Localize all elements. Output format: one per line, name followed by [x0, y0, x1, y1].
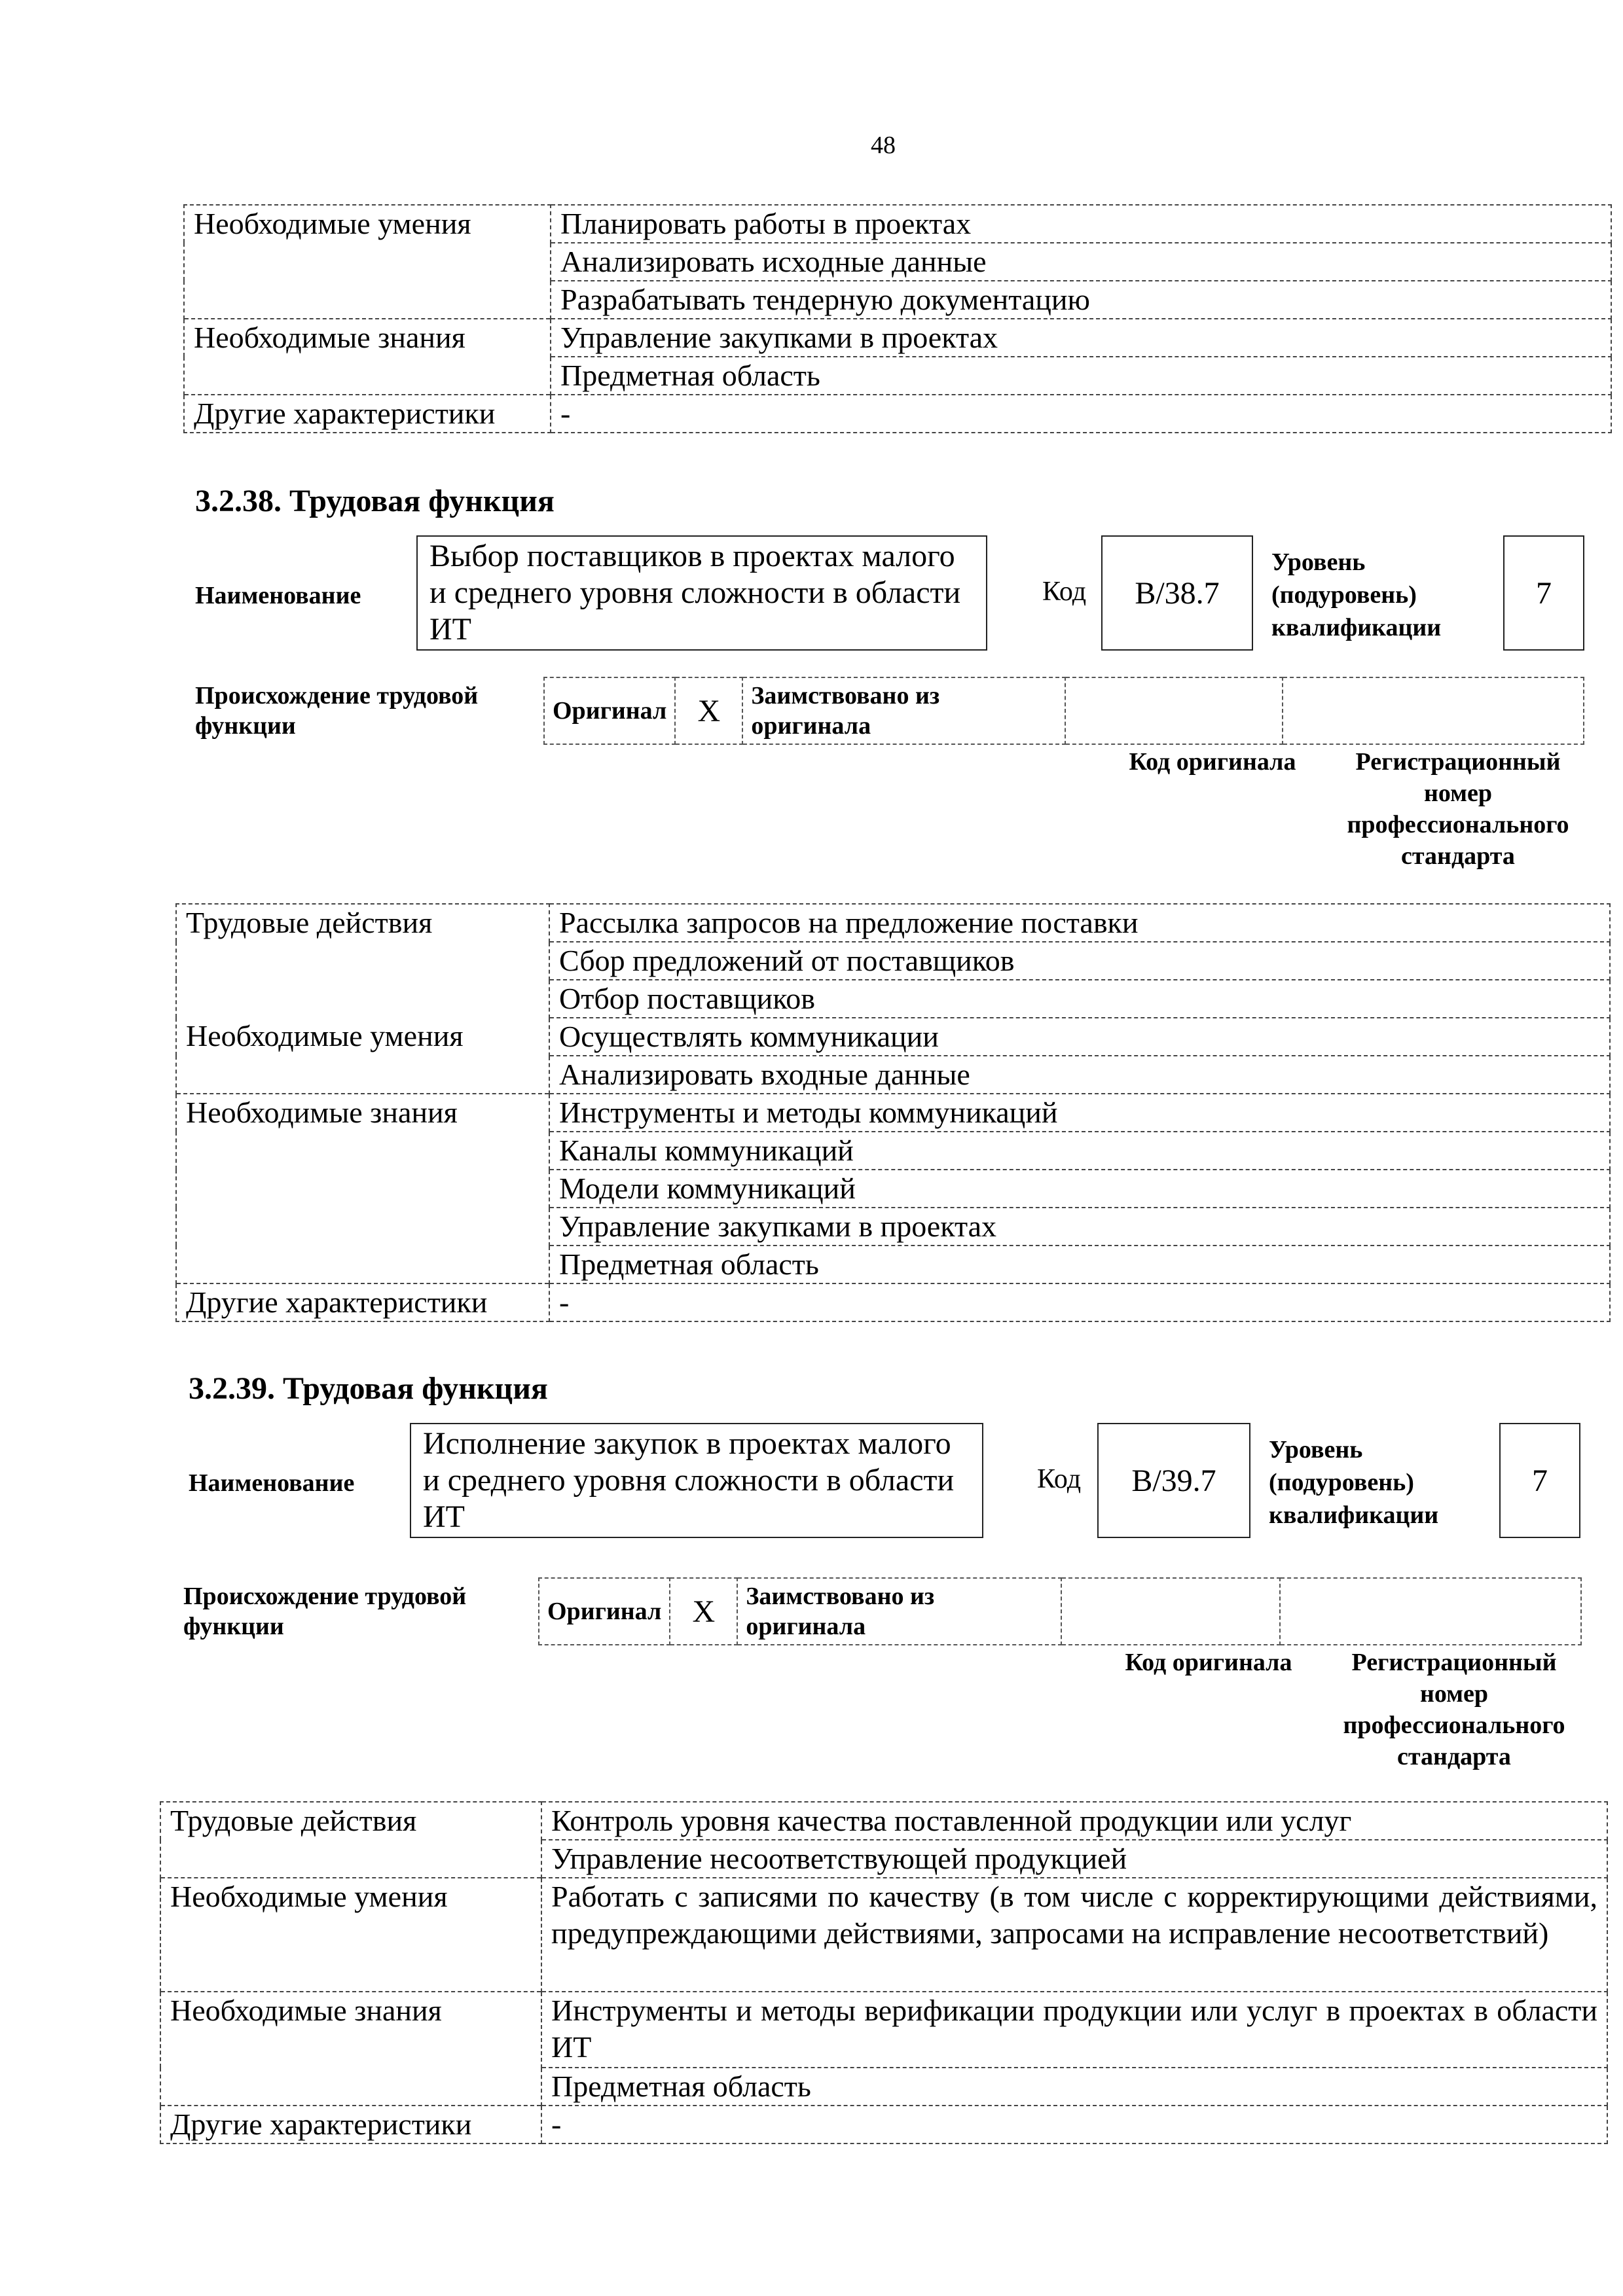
row-value: Управление закупками в проектах [549, 1208, 1610, 1246]
reg-number-cell [1283, 677, 1584, 744]
borrowed-label [737, 1578, 1061, 1645]
level-label-line: (подуровень) [1269, 1469, 1414, 1496]
tf38-origin-table [543, 677, 1584, 745]
row-label [184, 357, 551, 395]
reg-caption-line: номер [1423, 780, 1493, 807]
row-label [176, 1170, 549, 1208]
row-value: Планировать работы в проектах [551, 205, 1611, 243]
level-label-line: (подуровень) [1271, 581, 1417, 609]
original-mark: X [670, 1578, 737, 1645]
tf39-title: 3.2.39. Трудовая функция [189, 1371, 548, 1406]
row-value: Предметная область [551, 357, 1611, 395]
row-value: Предметная область [549, 1246, 1610, 1283]
row-value: - [551, 395, 1611, 433]
origin-label-line: Происхождение трудовой [183, 1583, 467, 1610]
row-label: Трудовые действия [160, 1802, 541, 1840]
tf38-code-box [1101, 535, 1253, 651]
tf39-name-value: Исполнение закупок в проектах малого и среднего уровня сложности в области ИТ [423, 1426, 955, 1534]
row-label: Необходимые умения [160, 1878, 541, 1992]
row-label: Необходимые знания [176, 1094, 549, 1132]
tf39-requirements-table [160, 1801, 1608, 2144]
tf39-code-original-caption: Код оригинала [1125, 1649, 1292, 1676]
code-original-cell [1065, 677, 1282, 744]
tf39-code-value: B/39.7 [1131, 1463, 1216, 1498]
tf39-level-label [1269, 1433, 1438, 1532]
original-label: Оригинал [539, 1578, 670, 1645]
row-label: Другие характеристики [184, 395, 551, 433]
row-label [184, 243, 551, 281]
row-value: Рассылка запросов на предложение поставки [549, 904, 1610, 942]
tf38-code-label: Код [1042, 577, 1087, 607]
row-value: Модели коммуникаций [549, 1170, 1610, 1208]
row-label [176, 980, 549, 1018]
row-label [160, 1840, 541, 1878]
row-value: Разрабатывать тендерную документацию [551, 281, 1611, 319]
original-label: Оригинал [544, 677, 675, 744]
row-value: - [549, 1283, 1610, 1321]
level-label-line: Уровень [1271, 548, 1366, 576]
tf39-code-box [1097, 1423, 1250, 1538]
level-label-line: Уровень [1269, 1436, 1363, 1463]
row-value: Отбор поставщиков [549, 980, 1610, 1018]
page-number: 48 [871, 132, 896, 159]
tf38-code-original-caption: Код оригинала [1129, 748, 1296, 776]
row-label: Необходимые знания [184, 319, 551, 357]
borrowed-line: Заимствовано из [746, 1583, 935, 1610]
row-value: Управление несоответствующей продукцией [541, 1840, 1607, 1878]
top-requirements-table [183, 204, 1612, 433]
row-label [184, 281, 551, 319]
reg-number-cell [1280, 1578, 1581, 1645]
tf39-code-label: Код [1037, 1464, 1082, 1494]
borrowed-line: Заимствовано из [751, 682, 940, 709]
reg-caption-line: стандарта [1397, 1743, 1511, 1770]
original-mark: X [675, 677, 742, 744]
row-value: Сбор предложений от поставщиков [549, 942, 1610, 980]
row-label [176, 1246, 549, 1283]
tf38-reg-caption [1329, 746, 1587, 872]
row-label: Другие характеристики [160, 2106, 541, 2144]
reg-caption-line: Регистрационный [1351, 1649, 1557, 1676]
reg-caption-line: стандарта [1401, 842, 1515, 870]
row-value: Инструменты и методы верификации продукции или услуг в проектах в области ИТ [541, 1992, 1607, 2068]
level-label-line: квалификации [1271, 614, 1442, 641]
code-original-cell [1061, 1578, 1279, 1645]
reg-caption-line: Регистрационный [1355, 748, 1561, 776]
tf38-name-box [416, 535, 987, 651]
tf38-requirements-table [175, 903, 1611, 1322]
row-value: Контроль уровня качества поставленной продукции или услуг [541, 1802, 1607, 1840]
row-label [160, 2068, 541, 2106]
tf39-reg-caption [1325, 1647, 1583, 1772]
borrowed-line: оригинала [751, 712, 871, 740]
tf38-name-label: Наименование [195, 582, 361, 609]
row-value: Осуществлять коммуникации [549, 1018, 1610, 1056]
row-value: - [541, 2106, 1607, 2144]
row-label [176, 1132, 549, 1170]
tf39-origin-table [538, 1577, 1582, 1645]
reg-caption-line: профессионального [1347, 811, 1569, 838]
row-value: Предметная область [541, 2068, 1607, 2106]
row-value: Инструменты и методы коммуникаций [549, 1094, 1610, 1132]
tf38-level-label [1271, 546, 1441, 644]
borrowed-label [742, 677, 1065, 744]
row-label: Необходимые умения [184, 205, 551, 243]
origin-label-line: функции [183, 1613, 284, 1640]
tf38-origin-label [195, 681, 478, 741]
row-label: Необходимые умения [176, 1018, 549, 1056]
origin-label-line: Происхождение трудовой [195, 682, 479, 709]
tf39-name-label: Наименование [189, 1469, 355, 1497]
row-value: Каналы коммуникаций [549, 1132, 1610, 1170]
row-value: Управление закупками в проектах [551, 319, 1611, 357]
tf38-level-box [1503, 535, 1584, 651]
row-value: Анализировать входные данные [549, 1056, 1610, 1094]
tf38-name-value: Выбор поставщиков в проектах малого и среднего уровня сложности в области ИТ [429, 539, 961, 647]
row-label: Другие характеристики [176, 1283, 549, 1321]
tf39-name-box [410, 1423, 983, 1538]
tf39-level-box [1499, 1423, 1580, 1538]
row-label [176, 1208, 549, 1246]
tf39-level-value: 7 [1532, 1463, 1548, 1498]
borrowed-line: оригинала [746, 1613, 866, 1640]
tf38-code-value: B/38.7 [1135, 575, 1220, 611]
row-label [176, 1056, 549, 1094]
origin-label-line: функции [195, 712, 296, 740]
row-value: Работать с записями по качеству (в том числе с корректирующими действиями, предупреждающими действиями, запросами на исправление несоответствий) [541, 1878, 1607, 1992]
level-label-line: квалификации [1269, 1501, 1439, 1529]
reg-caption-line: профессионального [1343, 1712, 1565, 1739]
row-label: Необходимые знания [160, 1992, 541, 2068]
row-label [176, 942, 549, 980]
row-label: Трудовые действия [176, 904, 549, 942]
tf38-title: 3.2.38. Трудовая функция [195, 484, 555, 518]
tf39-origin-label [183, 1581, 466, 1641]
row-value: Анализировать исходные данные [551, 243, 1611, 281]
tf38-level-value: 7 [1536, 575, 1552, 611]
reg-caption-line: номер [1419, 1680, 1489, 1708]
